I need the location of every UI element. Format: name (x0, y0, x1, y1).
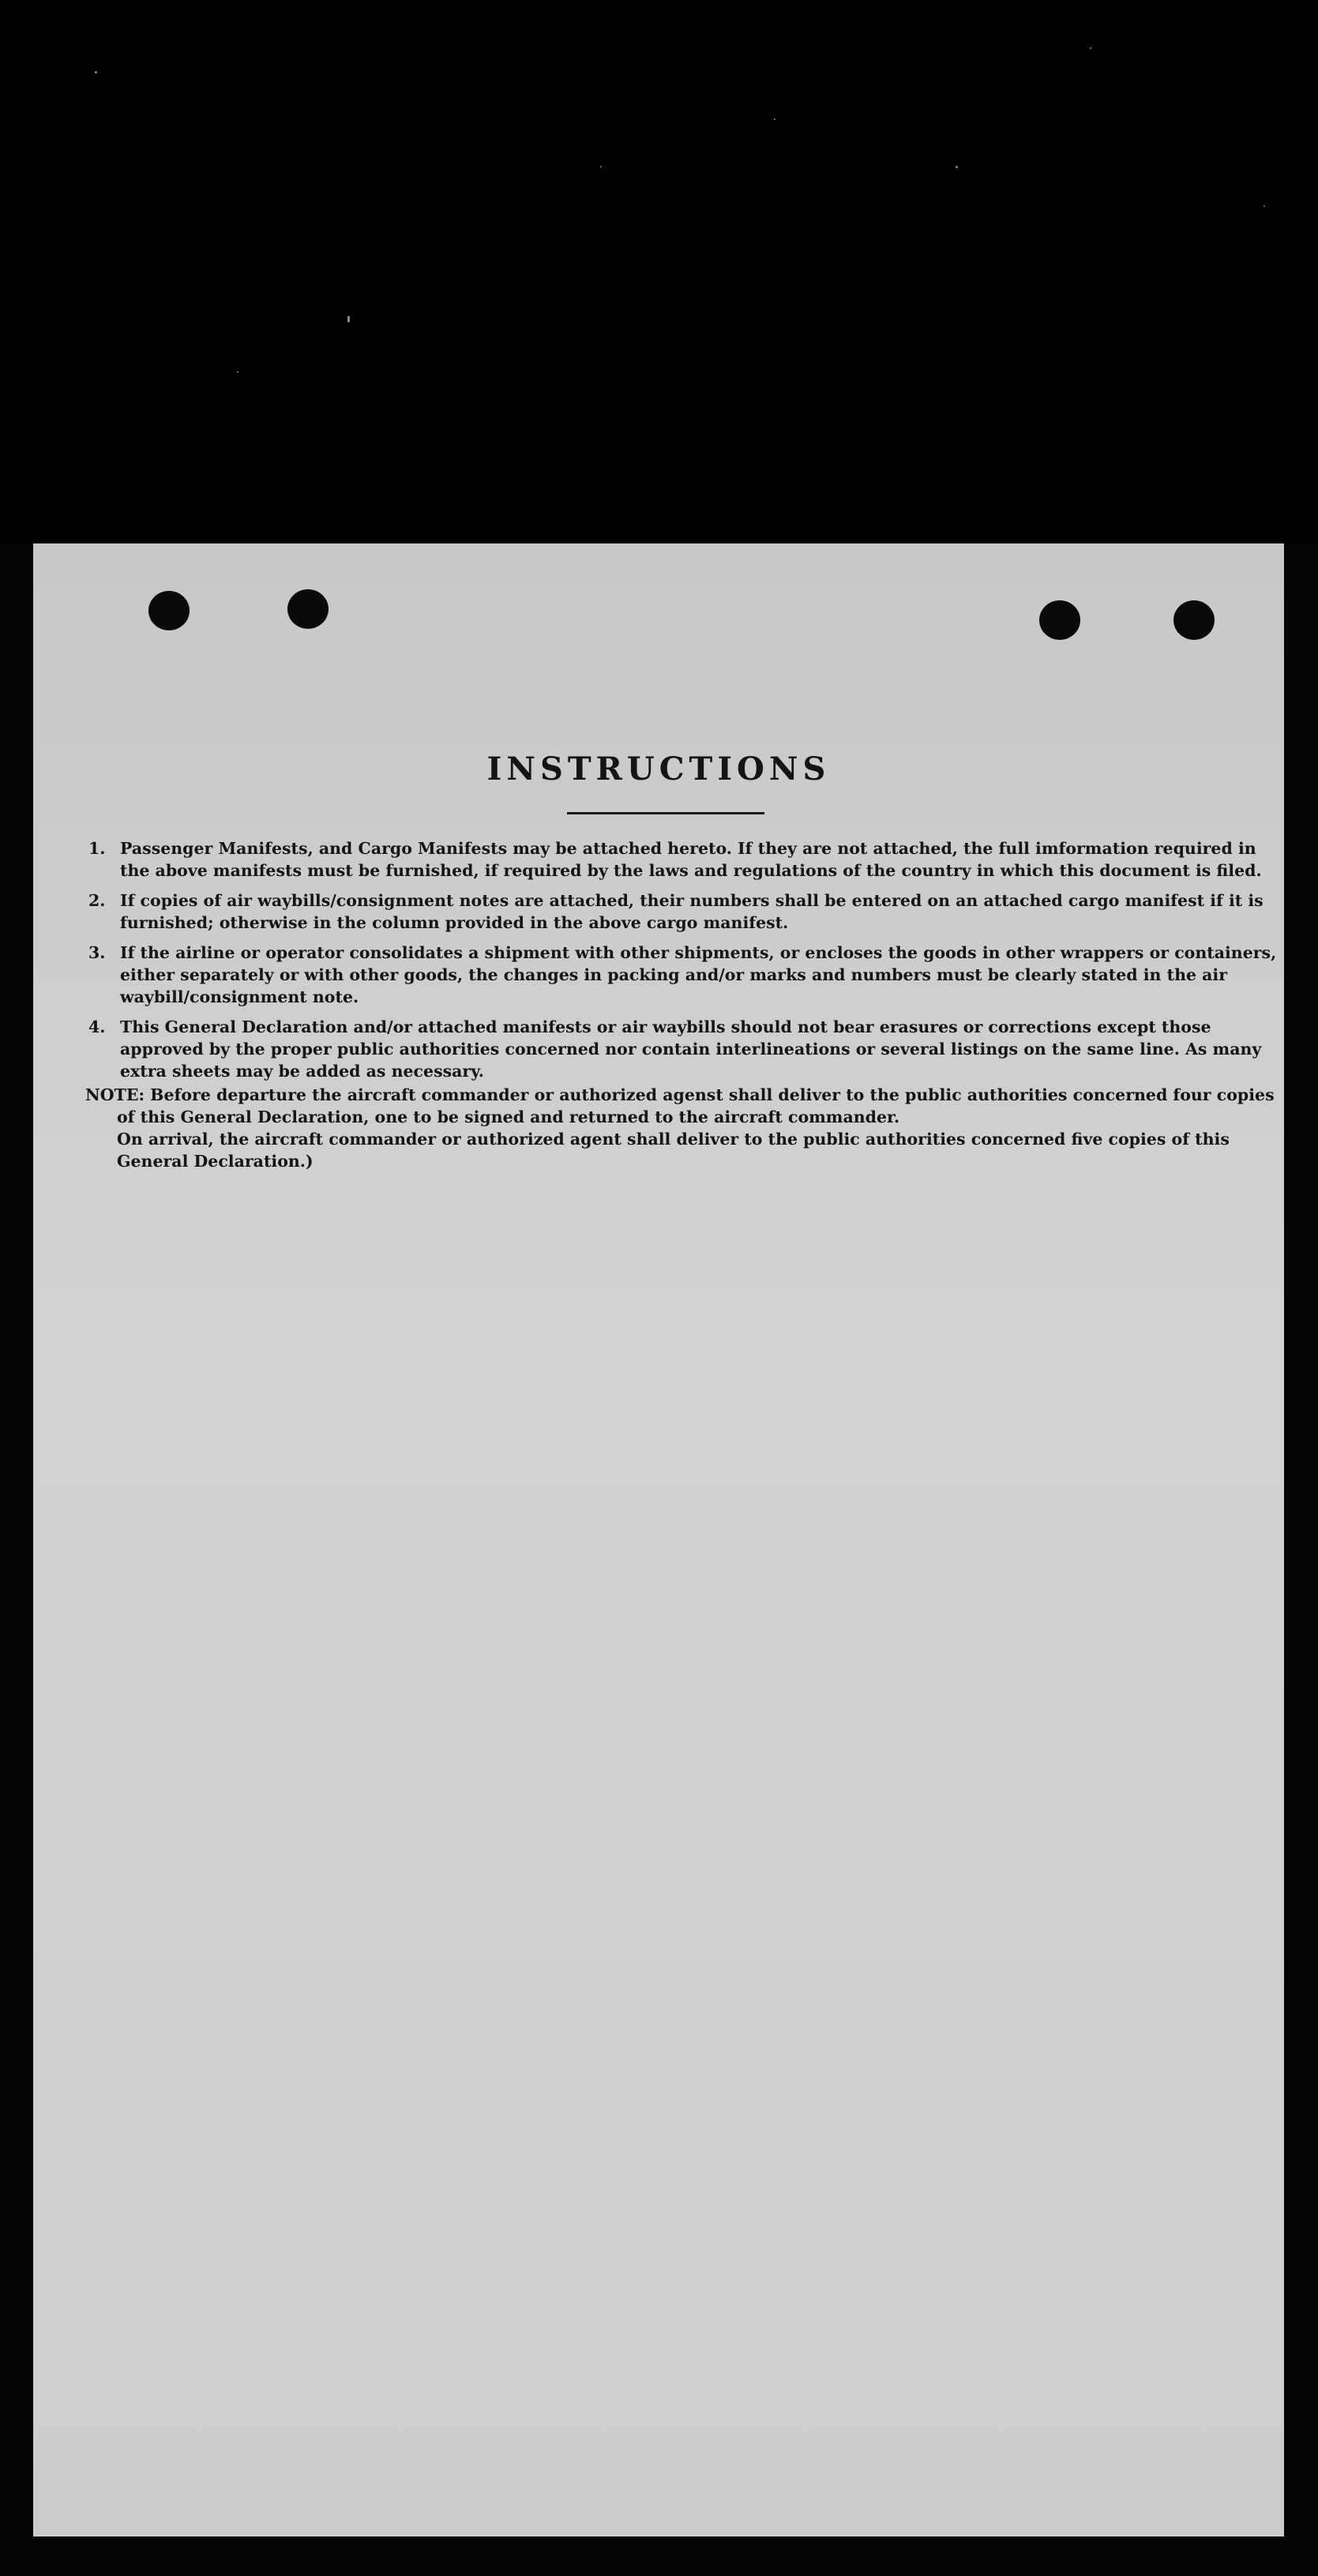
item-text: If the airline or operator consolidates a shipment with other shipments, or encloses the goods in other wrappers or containers, either separately or with other goods, the changes in packing and/or marks and numbers must be clearly stated in the air waybill/consignment note. (120, 943, 1277, 1006)
item-text: This General Declaration and/or attached manifests or air waybills should not bear erasures or corrections except those approved by the proper public authorities concerned nor contain interlineations or several listings on the same line. As many extra sheets may be added as necessary. (120, 1017, 1262, 1081)
item-text: Passenger Manifests, and Cargo Manifests may be attached hereto. If they are not attached, the full imformation required in the above manifests must be furnished, if required by the laws and regulations of the country in which this document is filed. (120, 839, 1262, 880)
dust-speck (956, 166, 958, 168)
punch-hole (1039, 600, 1080, 640)
page-title: INSTRUCTIONS (486, 750, 831, 788)
dust-speck (347, 316, 350, 322)
dust-speck (95, 71, 97, 73)
item-number: 3. (88, 943, 106, 962)
list-item (82, 1016, 1279, 1082)
title-underline (567, 812, 764, 814)
item-number: 4. (88, 1017, 106, 1036)
dust-speck (600, 166, 602, 167)
note-block (85, 1084, 1282, 1172)
scan-background (0, 0, 1318, 545)
note-departure: NOTE: Before departure the aircraft commander or authorized agenst shall deliver to the public authorities concerned four copies of this General Declaration, one to be signed and returned to the aircraft commander. (85, 1085, 1275, 1126)
list-item (82, 889, 1279, 934)
punch-hole (1173, 600, 1215, 640)
item-number: 1. (88, 839, 106, 858)
item-number: 2. (88, 891, 106, 910)
punch-hole (287, 589, 329, 629)
item-text: If copies of air waybills/consignment notes are attached, their numbers shall be entered on an attached cargo manifest if it is furnished; otherwise in the column provided in the above cargo manifest. (120, 891, 1264, 932)
list-item (82, 942, 1279, 1008)
dust-speck (237, 371, 238, 373)
dust-speck (1264, 205, 1265, 207)
instructions-list (82, 837, 1279, 1090)
declaration-sheet (33, 543, 1284, 2537)
dust-speck (1090, 47, 1091, 49)
dust-speck (774, 118, 775, 120)
list-item (82, 837, 1279, 882)
note-arrival: On arrival, the aircraft commander or authorized agent shall deliver to the public authorities concerned five copies of this General Declaration.) (117, 1130, 1230, 1171)
punch-hole (148, 591, 190, 630)
